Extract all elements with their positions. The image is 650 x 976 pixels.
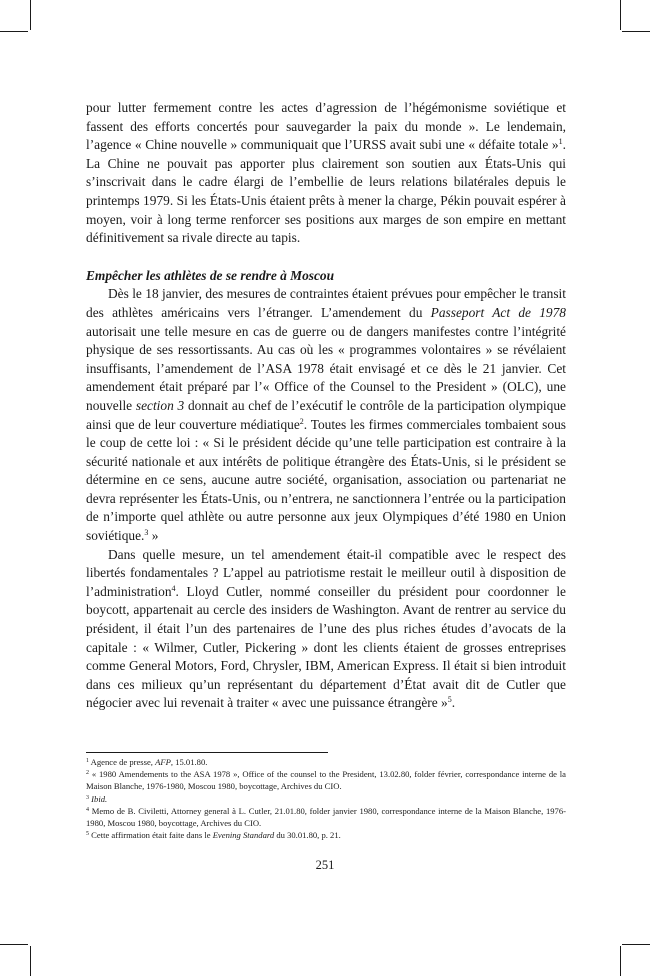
page-number: 251 (315, 858, 335, 872)
footnote: $^2$ « 1980 Amendements to the ASA 1978 », Office of the counsel to the President, 13.02.80, folder février, correspondance interne de la Maison Blanche, 1976-1980, Moscou 1980, boycottage, Archives du CIO. (86, 769, 566, 792)
paragraph: Dans quelle mesure, un tel amendement était-il compatible avec le respect des libertés fondamentales ? L’appel au patriotisme restait le meilleur outil à disposition de l’administration$^4$. Lloyd Cutler, nommé conseiller du président pour coordonner le boycott, appartenait au cercle des insiders de Washington. Avant de rentrer au service du président, il était l’un des partenaires de l’une des plus riches études d’avocats de la capitale : « Wilmer, Cutler, Pickering » dont les clients étaient de grosses entreprises comme General Motors, Ford, Chrysler, IBM, American Express. Il était si bien introduit dans ces milieux qu’un représentant du département d’État avait dit de Cutler que négocier avec lui revenait à traiter « avec une puissance étrangère »$^5$. (86, 546, 566, 711)
footnote-ref[interactable]: 1 (558, 137, 563, 147)
crop-mark (30, 0, 31, 30)
body-text (86, 99, 566, 713)
paragraph: Dès le 18 janvier, des mesures de contraintes étaient prévues pour empêcher le transit des athlètes américains vers l’étranger. L’amendement du Passeport Act de 1978 autorisait une telle mesure en cas de guerre ou de dangers manifestes contre l’intégrité physique de ses ressortissants. Au cas où les « programmes volontaires » se révélaient insuffisants, l’amendement de l’ASA 1978 était envisagé et ce dès le 21 janvier. Cet amendement était préparé par l’« Office of the Counsel to the President » (OLC), une nouvelle section 3 donnait au chef de l’exécutif le contrôle de la participation olympique ainsi que de leur couverture médiatique$^2$. Toutes les firmes commerciales tombaient sous le coup de cette loi : « Si le président décide qu’une telle participation est contraire à la sécurité nationale et aux intérêts de politique étrangère des États-Unis, si le président se détermine en ce sens, aucune autre société, organisation, association ou partenariat ne devra représenter les États-Unis, ou n’entrera, ne sanctionnera l’entrée ou la participation de n’importe quel athlète ou autre personne aux jeux Olympiques d’été 1980 en Union soviétique.$^3$ » (86, 286, 566, 544)
footnote: $^4$ Memo de B. Civiletti, Attorney general à L. Cutler, 21.01.80, folder janvier 1980, correspondance interne de la Maison Blanche, 1976-1980, Moscou 1980, boycottage, Archives du CIO. (86, 805, 566, 829)
footnote-ref[interactable]: 4 (171, 583, 176, 593)
footnote-ref[interactable]: 3 (144, 528, 149, 538)
footnote: $^1$ Agence de presse, AFP, 15.01.80. (86, 757, 208, 767)
footnote: $^3$ Ibid. (86, 793, 108, 804)
footnote-divider (86, 752, 328, 753)
footnotes (86, 756, 566, 841)
footnote: $^5$ Cette affirmation était faite dans le Evening Standard du 30.01.80, p. 21. (86, 830, 341, 841)
crop-mark (30, 946, 31, 976)
crop-mark (622, 944, 650, 945)
crop-mark (620, 0, 621, 30)
crop-mark (622, 31, 650, 32)
section-heading: Empêcher les athlètes de se rendre à Moscou (86, 267, 335, 283)
crop-mark (0, 944, 28, 945)
footnote-ref[interactable]: 5 (447, 695, 452, 705)
crop-mark (0, 31, 28, 32)
paragraph: pour lutter fermement contre les actes d’agression de l’hégémonisme soviétique et fassent des efforts concertés pour sauvegarder la paix du monde ». Le lendemain, l’agence « Chine nouvelle » communiquait que l’URSS avait subi une « défaite totale »$^1$. La Chine ne pouvait pas apporter plus clairement son soutien aux États-Unis qui s’inscrivait dans le cadre élargi de l’embellie de leurs relations bilatérales depuis le printemps 1979. Si les États-Unis étaient prêts à mener la charge, Pékin pouvait espérer à moyen, voir à long terme renforcer ses positions aux marges de son empire en mettant définitivement sa rivale directe au tapis. (86, 100, 566, 246)
crop-mark (620, 946, 621, 976)
footnote-ref[interactable]: 2 (299, 416, 304, 426)
